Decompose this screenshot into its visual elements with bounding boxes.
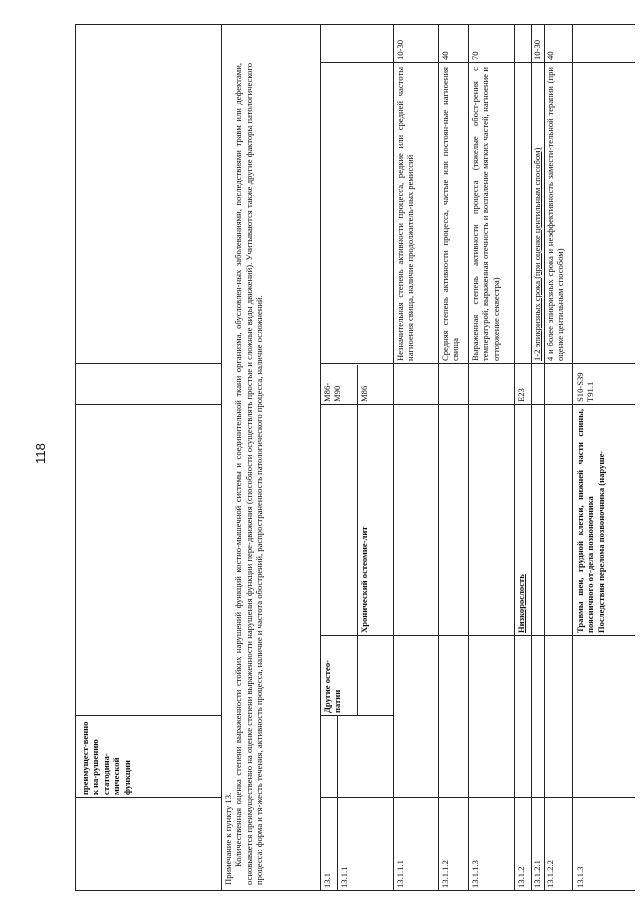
- grid-line: [75, 363, 221, 364]
- grid-line: [544, 25, 545, 891]
- table-border-top: [75, 25, 76, 891]
- row-code: 13.1.1: [339, 866, 349, 888]
- row-description: Выраженная степень активности процесса (тяжелые обост-рения с температурой, выраженная отечность и воспаление мягких частей, нагноение и отторжение секвестра): [470, 67, 501, 361]
- row-name: Низкорослость: [516, 574, 526, 633]
- grid-line: [320, 25, 321, 891]
- row-name: Другие остео-патии: [322, 660, 343, 713]
- grid-line: [337, 716, 338, 891]
- grid-line: [320, 62, 635, 63]
- row-code: 13.1.2.1: [532, 860, 542, 888]
- grid-line: [572, 25, 573, 891]
- grid-line: [75, 715, 221, 716]
- row-code: 13.1.2.2: [545, 860, 555, 888]
- row-name-line1: Травмы шеи, грудной клетки, нижней части спины, поясничного от-дела позвоночника: [575, 409, 596, 633]
- row-percent: 70: [470, 51, 480, 60]
- grid-line: [75, 797, 221, 798]
- row-description: 4 и более эпикризных срока и неэффективность замести-тельной терапии (при оценке центильным способом): [545, 67, 566, 361]
- grid-line: [514, 25, 515, 891]
- row-percent: 10-30: [532, 39, 542, 60]
- grid-line: [75, 404, 221, 405]
- grid-line: [320, 635, 635, 636]
- table-border-right: [75, 24, 635, 25]
- row-code: 13.1.1.2: [440, 860, 450, 888]
- row-percent: 40: [440, 51, 450, 60]
- row-description: Незначительная степень активности процесса, редкие или средней частоты нагноения свища, наличие продолжитель-ных ремиссий: [395, 67, 416, 361]
- row-code: 13.1.2: [516, 866, 526, 888]
- grid-line: [468, 25, 469, 891]
- row-icd: M86-M90: [322, 382, 343, 402]
- row-code: 13.1.1.1: [395, 860, 405, 888]
- grid-line: [320, 797, 635, 798]
- grid-line: [531, 25, 532, 891]
- grid-line: [221, 25, 222, 891]
- table-border-left: [75, 890, 635, 891]
- row-description: 1-2 эпикризных срока (при оценке центильным способом): [532, 147, 542, 361]
- row-icd: E23: [516, 388, 526, 402]
- grid-line: [393, 25, 394, 891]
- row-percent: 40: [545, 51, 555, 60]
- rotated-table-page: [75, 25, 635, 891]
- row-code: 13.1.1.3: [470, 860, 480, 888]
- row-name: [574, 406, 634, 636]
- row-name: Хронический остеомие-лит: [359, 526, 369, 633]
- note-title: Примечание к пункту 13.: [223, 792, 233, 885]
- header-function-label: преимущест-венно к на-рушению статодина-мической функции: [80, 721, 132, 795]
- grid-line: [320, 363, 635, 364]
- page-number: 118: [32, 443, 48, 464]
- grid-line: [320, 715, 394, 716]
- row-icd: M86: [359, 385, 369, 402]
- row-code: 13.1.3: [575, 866, 585, 888]
- note-body: Количественная оценка степени выраженности стойких нарушений функций костно-мышечной системы и соединительной ткани организма, обусловлен-ных заболеваниями, последствиями травм или дефектами, основывается преимущественно на оценке степени выраженности нарушения функции пере-движения (способности осуществлять простые и сложные виды движений). Учитываются также другие факторы патологического процесса: форма и тя-жесть течения, активность процесса, наличие и частота обострений, распространенность патологического процесса, наличие осложнений.: [233, 63, 265, 885]
- row-description: Средняя степень активности процесса, частые или постоян-ные нагноения свища: [440, 67, 461, 361]
- row-code: 13.1: [322, 872, 332, 888]
- grid-line: [320, 404, 635, 405]
- row-name-line2: Последствия перелома позвоночника (наруше-: [595, 450, 606, 633]
- grid-line: [357, 365, 358, 716]
- grid-line: [438, 25, 439, 891]
- note-block: [223, 59, 319, 889]
- row-percent: 10-30: [395, 39, 405, 60]
- row-icd: S10-S39 T91.1: [575, 372, 596, 402]
